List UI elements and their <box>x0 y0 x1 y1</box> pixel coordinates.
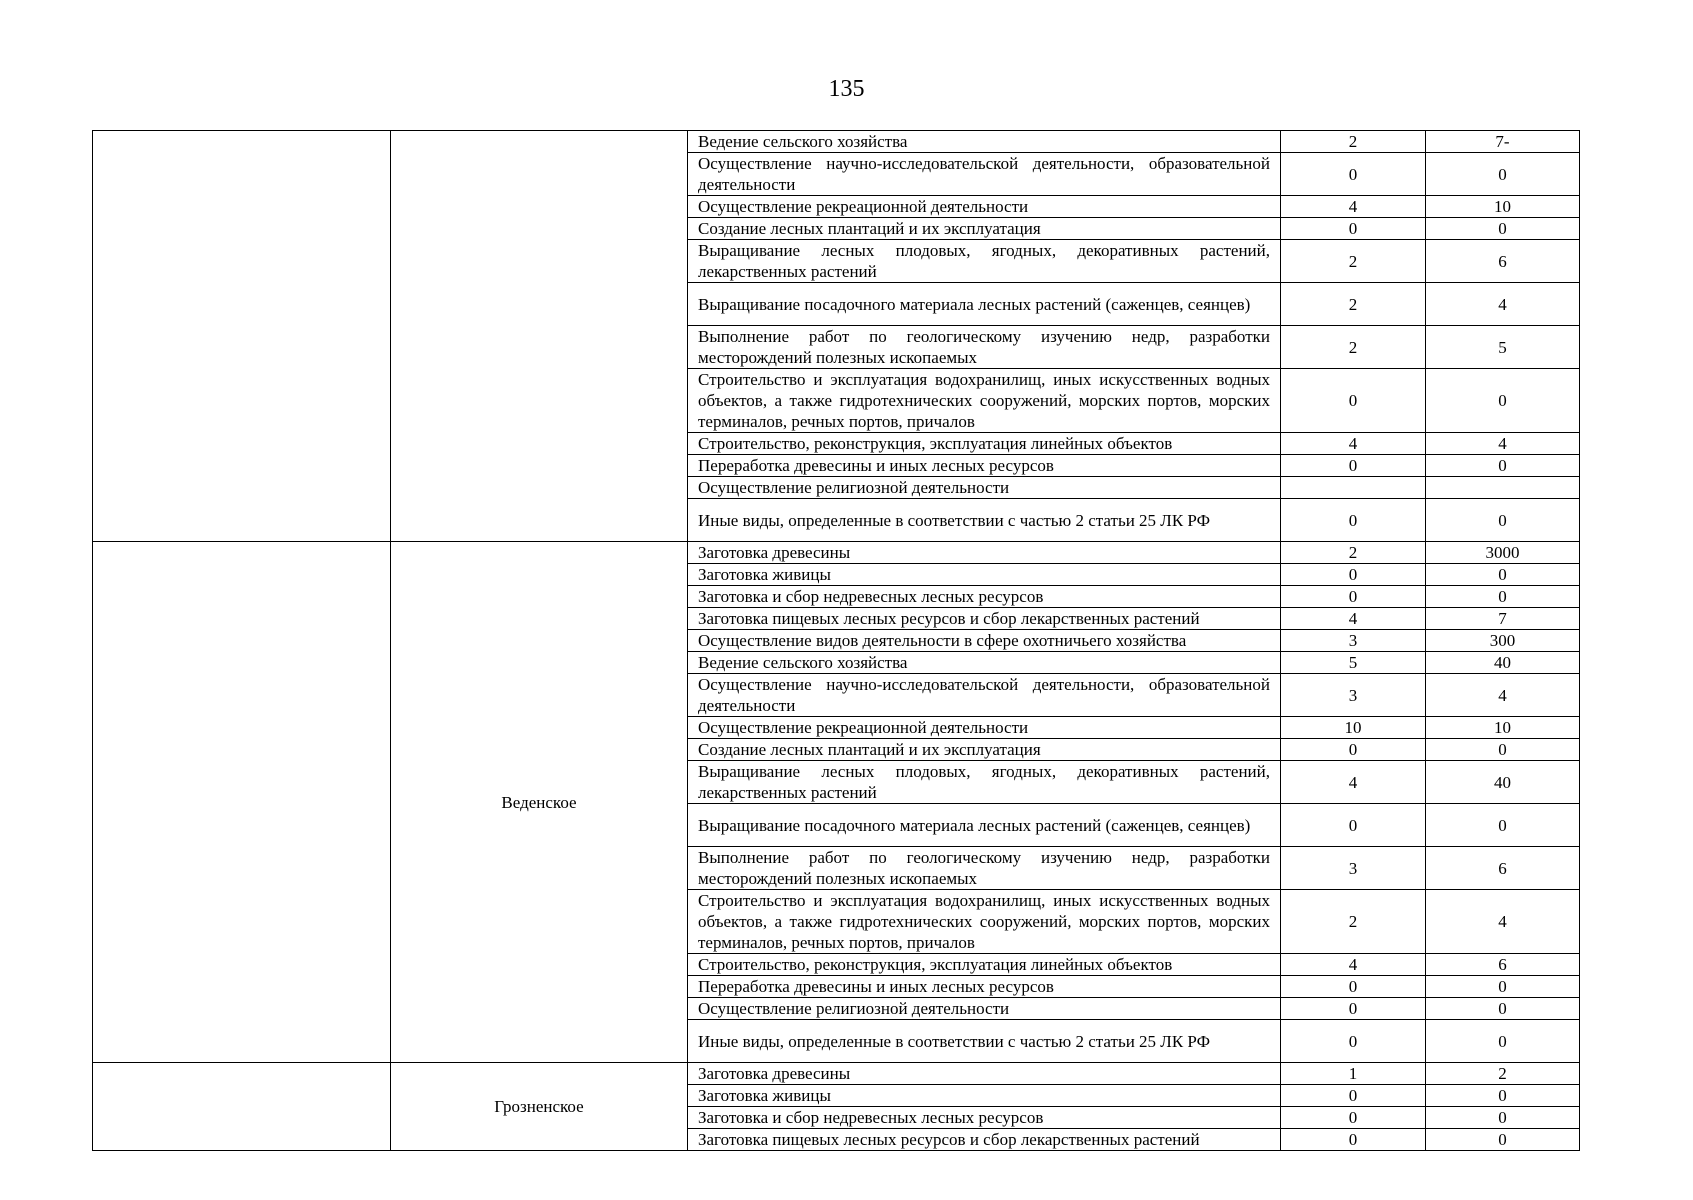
activity-cell: Строительство и эксплуатация водохранилищ, иных искусственных водных объектов, а также гидротехнических сооружений, морских портов, морских терминалов, речных портов, причалов <box>688 890 1281 954</box>
value-cell-2: 0 <box>1426 976 1580 998</box>
value-cell-1: 0 <box>1281 369 1426 433</box>
value-cell-1: 2 <box>1281 326 1426 369</box>
district-cell: Грозненское <box>391 1063 688 1151</box>
activity-cell: Заготовка живицы <box>688 564 1281 586</box>
value-cell-1: 2 <box>1281 240 1426 283</box>
value-cell-1: 0 <box>1281 499 1426 542</box>
org-cell <box>93 1063 391 1151</box>
table-row <box>93 542 1580 564</box>
value-cell-1: 4 <box>1281 761 1426 804</box>
value-cell-1: 3 <box>1281 674 1426 717</box>
value-cell-1: 4 <box>1281 433 1426 455</box>
activity-cell: Строительство, реконструкция, эксплуатация линейных объектов <box>688 433 1281 455</box>
activity-cell: Осуществление научно-исследовательской деятельности, образовательной деятельности <box>688 674 1281 717</box>
value-cell-1: 4 <box>1281 196 1426 218</box>
activity-cell: Осуществление видов деятельности в сфере охотничьего хозяйства <box>688 630 1281 652</box>
value-cell-2: 3000 <box>1426 542 1580 564</box>
value-cell-2: 6 <box>1426 240 1580 283</box>
value-cell-2: 2 <box>1426 1063 1580 1085</box>
value-cell-1: 0 <box>1281 998 1426 1020</box>
table-row <box>93 131 1580 153</box>
value-cell-2: 0 <box>1426 218 1580 240</box>
value-cell-1: 10 <box>1281 717 1426 739</box>
value-cell-1: 0 <box>1281 564 1426 586</box>
activity-cell: Переработка древесины и иных лесных ресурсов <box>688 455 1281 477</box>
value-cell-2: 4 <box>1426 890 1580 954</box>
activity-cell: Осуществление религиозной деятельности <box>688 477 1281 499</box>
value-cell-1: 4 <box>1281 954 1426 976</box>
activity-cell: Заготовка древесины <box>688 1063 1281 1085</box>
value-cell-2: 7 <box>1426 608 1580 630</box>
value-cell-1: 2 <box>1281 542 1426 564</box>
activity-cell: Заготовка живицы <box>688 1085 1281 1107</box>
value-cell-2: 0 <box>1426 499 1580 542</box>
value-cell-2: 0 <box>1426 1129 1580 1151</box>
page-number: 135 <box>828 76 865 102</box>
district-cell <box>391 131 688 542</box>
value-cell-2: 0 <box>1426 1020 1580 1063</box>
activity-cell: Выполнение работ по геологическому изучению недр, разработки месторождений полезных ископаемых <box>688 326 1281 369</box>
value-cell-2: 0 <box>1426 739 1580 761</box>
value-cell-1: 0 <box>1281 455 1426 477</box>
org-cell <box>93 131 391 542</box>
activity-cell: Переработка древесины и иных лесных ресурсов <box>688 976 1281 998</box>
activity-cell: Заготовка и сбор недревесных лесных ресурсов <box>688 586 1281 608</box>
activity-cell: Строительство, реконструкция, эксплуатация линейных объектов <box>688 954 1281 976</box>
activity-cell: Осуществление религиозной деятельности <box>688 998 1281 1020</box>
value-cell-1: 3 <box>1281 630 1426 652</box>
value-cell-1: 0 <box>1281 1085 1426 1107</box>
value-cell-1: 1 <box>1281 1063 1426 1085</box>
activity-cell: Ведение сельского хозяйства <box>688 131 1281 153</box>
value-cell-1: 0 <box>1281 1020 1426 1063</box>
activity-cell: Ведение сельского хозяйства <box>688 652 1281 674</box>
activity-cell: Осуществление рекреационной деятельности <box>688 717 1281 739</box>
activity-cell: Заготовка древесины <box>688 542 1281 564</box>
value-cell-1: 5 <box>1281 652 1426 674</box>
value-cell-1: 2 <box>1281 890 1426 954</box>
activity-cell: Заготовка пищевых лесных ресурсов и сбор лекарственных растений <box>688 1129 1281 1151</box>
value-cell-2: 300 <box>1426 630 1580 652</box>
value-cell-2: 0 <box>1426 369 1580 433</box>
activity-cell: Заготовка пищевых лесных ресурсов и сбор лекарственных растений <box>688 608 1281 630</box>
value-cell-1: 0 <box>1281 804 1426 847</box>
value-cell-1: 0 <box>1281 976 1426 998</box>
value-cell-1 <box>1281 477 1426 499</box>
value-cell-2: 40 <box>1426 652 1580 674</box>
activity-cell: Заготовка и сбор недревесных лесных ресурсов <box>688 1107 1281 1129</box>
value-cell-2: 0 <box>1426 1085 1580 1107</box>
value-cell-2: 10 <box>1426 196 1580 218</box>
value-cell-1: 0 <box>1281 218 1426 240</box>
value-cell-1: 2 <box>1281 131 1426 153</box>
value-cell-2: 0 <box>1426 998 1580 1020</box>
value-cell-1: 3 <box>1281 847 1426 890</box>
value-cell-1: 0 <box>1281 1129 1426 1151</box>
value-cell-2: 0 <box>1426 564 1580 586</box>
value-cell-2: 5 <box>1426 326 1580 369</box>
value-cell-2: 40 <box>1426 761 1580 804</box>
value-cell-1: 0 <box>1281 586 1426 608</box>
activity-cell: Осуществление научно-исследовательской деятельности, образовательной деятельности <box>688 153 1281 196</box>
activity-cell: Строительство и эксплуатация водохранилищ, иных искусственных водных объектов, а также гидротехнических сооружений, морских портов, морских терминалов, речных портов, причалов <box>688 369 1281 433</box>
value-cell-2: 6 <box>1426 954 1580 976</box>
activity-cell: Создание лесных плантаций и их эксплуатация <box>688 739 1281 761</box>
org-cell <box>93 542 391 1063</box>
forest-use-table <box>92 130 1580 1151</box>
value-cell-2: 6 <box>1426 847 1580 890</box>
activity-cell: Выращивание посадочного материала лесных растений (саженцев, сеянцев) <box>688 804 1281 847</box>
value-cell-2: 10 <box>1426 717 1580 739</box>
value-cell-2 <box>1426 477 1580 499</box>
value-cell-2: 4 <box>1426 674 1580 717</box>
activity-cell: Выращивание лесных плодовых, ягодных, декоративных растений, лекарственных растений <box>688 761 1281 804</box>
activity-cell: Иные виды, определенные в соответствии с частью 2 статьи 25 ЛК РФ <box>688 1020 1281 1063</box>
activity-cell: Выращивание лесных плодовых, ягодных, декоративных растений, лекарственных растений <box>688 240 1281 283</box>
activity-cell: Создание лесных плантаций и их эксплуатация <box>688 218 1281 240</box>
activity-cell: Выполнение работ по геологическому изучению недр, разработки месторождений полезных ископаемых <box>688 847 1281 890</box>
value-cell-2: 0 <box>1426 153 1580 196</box>
value-cell-2: 0 <box>1426 455 1580 477</box>
value-cell-1: 0 <box>1281 739 1426 761</box>
value-cell-2: 0 <box>1426 1107 1580 1129</box>
activity-cell: Иные виды, определенные в соответствии с частью 2 статьи 25 ЛК РФ <box>688 499 1281 542</box>
value-cell-2: 0 <box>1426 586 1580 608</box>
value-cell-1: 2 <box>1281 283 1426 326</box>
value-cell-2: 4 <box>1426 283 1580 326</box>
value-cell-1: 4 <box>1281 608 1426 630</box>
activity-cell: Выращивание посадочного материала лесных растений (саженцев, сеянцев) <box>688 283 1281 326</box>
table-row <box>93 1063 1580 1085</box>
value-cell-1: 0 <box>1281 153 1426 196</box>
value-cell-2: 7- <box>1426 131 1580 153</box>
value-cell-2: 0 <box>1426 804 1580 847</box>
activity-cell: Осуществление рекреационной деятельности <box>688 196 1281 218</box>
value-cell-2: 4 <box>1426 433 1580 455</box>
value-cell-1: 0 <box>1281 1107 1426 1129</box>
district-cell: Веденское <box>391 542 688 1063</box>
